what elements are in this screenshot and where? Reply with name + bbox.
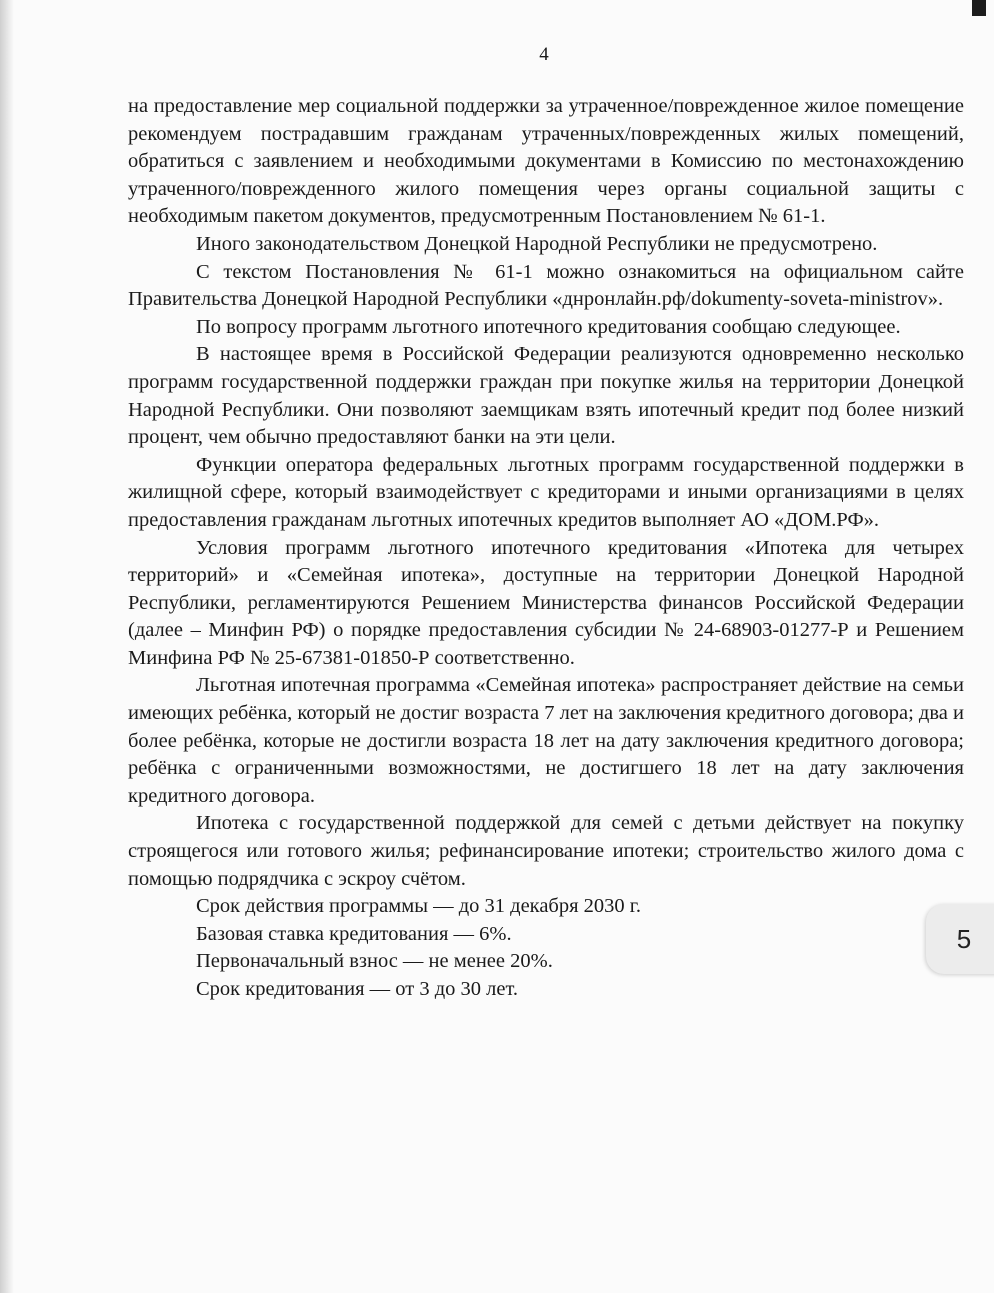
- paragraph: Функции оператора федеральных льготных программ государственной поддержки в жилищной сфере, который взаимодействует с кредиторами и иными организациями в целях предоставления гражданам льготных ипотечных кредитов выполняет АО «ДОМ.РФ».: [128, 453, 964, 531]
- paragraph: По вопросу программ льготного ипотечного кредитования сообщаю следующее.: [196, 315, 901, 338]
- paragraph: Первоначальный взнос — не менее 20%.: [196, 950, 553, 973]
- scan-mark: [972, 0, 986, 16]
- paragraph: С текстом Постановления № 61-1 можно ознакомиться на официальном сайте Правительства Донецкой Народной Республики «днронлайн.рф/dokumenty-soveta-ministrov».: [128, 260, 964, 311]
- paragraph: В настоящее время в Российской Федерации реализуются одновременно несколько программ государственной поддержки граждан при покупке жилья на территории Донецкой Народной Республики. Они позволяют заемщикам взять ипотечный кредит под более низкий процент, чем обычно предоставляют банки на эти цели.: [128, 343, 964, 449]
- paragraph: на предоставление мер социальной поддержки за утраченное/поврежденное жилое помещение рекомендуем пострадавшим гражданам утраченных/поврежденных жилых помещений, обратиться с заявлением и необходимыми документами в Комиссию по местонахождению утраченного/поврежденного жилого помещения через органы социальной защиты с необходимым пакетом документов, предусмотренным Постановлением № 61-1.: [128, 95, 964, 228]
- paragraph: Условия программ льготного ипотечного кредитования «Ипотека для четырех территорий» и «Семейная ипотека», доступные на территории Донецкой Народной Республики, регламентируются Решением Министерства финансов Российской Федерации (далее – Минфин РФ) о порядке предоставления субсидии № 24-68903-01277-Р и Решением Минфина РФ № 25-67381-01850-Р соответственно.: [128, 536, 964, 669]
- paragraph: Льготная ипотечная программа «Семейная ипотека» распространяет действие на семьи имеющих ребёнка, который не достиг возраста 7 лет на заключения кредитного договора; два и более ребёнка, которые не достигли возраста 18 лет на дату заключения кредитного договора; ребёнка с ограниченными возможностями, не достигшего 18 лет на дату заключения кредитного договора.: [128, 674, 964, 807]
- document-body: [128, 93, 964, 1004]
- paragraph: Срок кредитования — от 3 до 30 лет.: [196, 978, 519, 1000]
- page-number: 4: [539, 44, 549, 65]
- paragraph: Ипотека с государственной поддержкой для семей с детьми действует на покупку строящегося или готового жилья; рефинансирование ипотеки; строительство жилого дома с помощью подрядчика с эскроу счётом.: [128, 812, 964, 890]
- page-indicator-badge[interactable]: 5: [926, 904, 994, 974]
- paragraph: Иного законодательством Донецкой Народной Республики не предусмотрено.: [196, 232, 878, 255]
- paragraph: Срок действия программы — до 31 декабря 2030 г.: [196, 895, 642, 918]
- paragraph: Базовая ставка кредитования — 6%.: [196, 922, 512, 945]
- page-edge-shadow: [0, 0, 14, 1293]
